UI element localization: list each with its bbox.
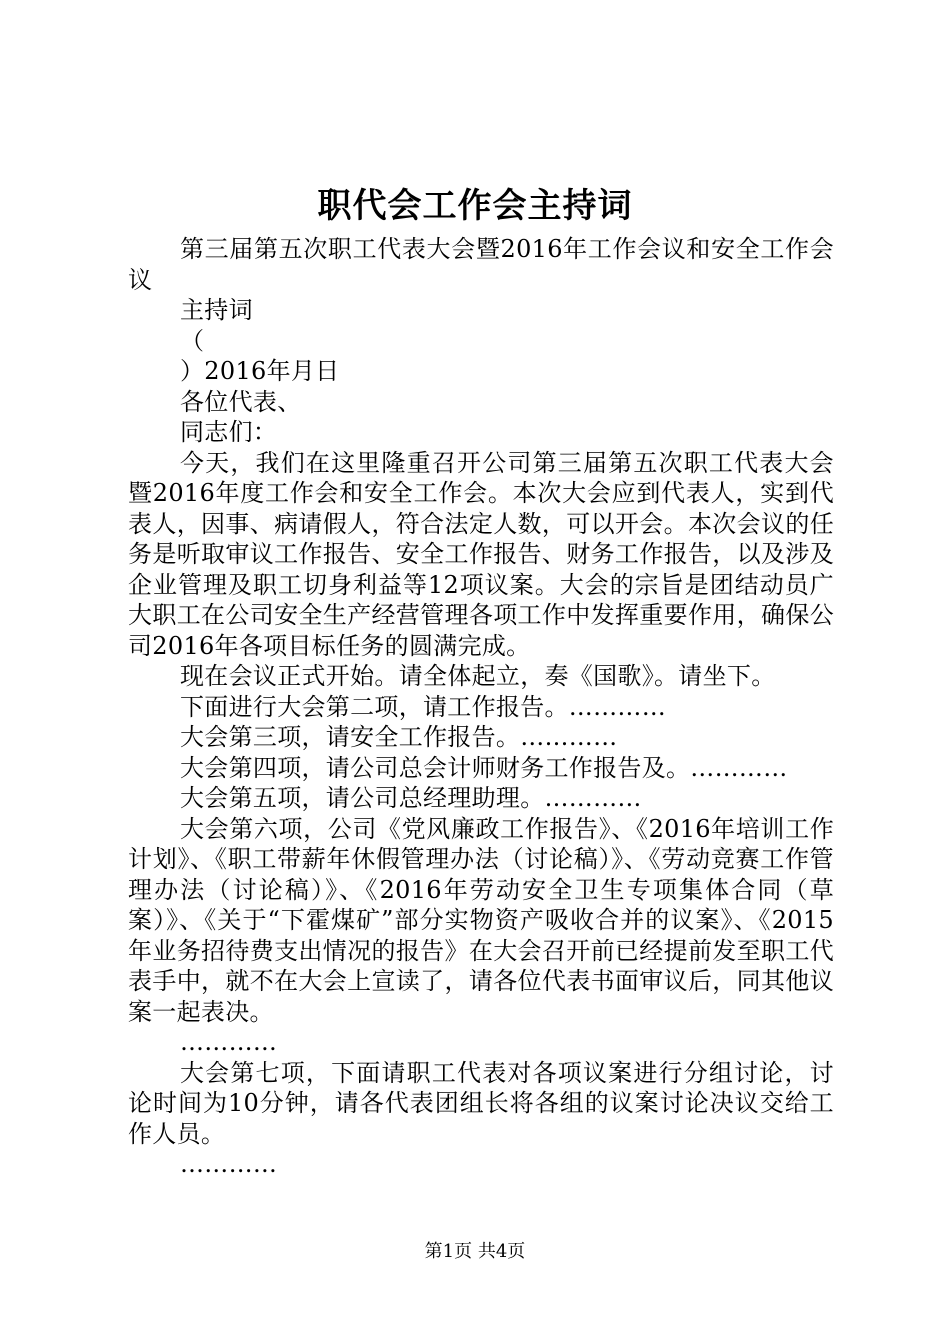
paragraph: 现在会议正式开始。请全体起立，奏《国歌》。请坐下。 [180, 662, 776, 690]
paragraph: 大会第六项，公司《党风廉政工作报告》、《2016年培训工作计划》、《职工带薪年休假管理办法（讨论稿）》、《劳动竞赛工作管理办法（讨论稿）》、《2016年劳动安全卫生专项集体合同（草案）》、《关于“下霍煤矿”部分实物资产吸收合并的议案》、《2015年业务招待费支出情况的报告》在大会召开前已经提前发至职工代表手中，就不在大会上宣读了，请各位代表书面审议后，同其他议案一起表决。 [128, 814, 834, 1026]
paragraph: ）2016年月日 [180, 357, 340, 385]
paragraph: 大会第三项，请安全工作报告。………… [180, 723, 618, 751]
paragraph: 各位代表、 [180, 387, 302, 416]
paragraph: 大会第五项，请公司总经理助理。………… [180, 784, 642, 812]
paragraph: 第三届第五次职工代表大会暨2016年工作会议和安全工作会议 [128, 235, 834, 294]
page-footer: 第1页 共4页 [424, 1241, 526, 1262]
paragraph: 下面进行大会第二项，请工作报告。………… [180, 692, 666, 721]
paragraph: ………… [180, 1028, 278, 1056]
document-title: 职代会工作会主持词 [317, 186, 633, 226]
paragraph: 主持词 [180, 296, 253, 324]
paragraph: 同志们： [180, 418, 278, 446]
paragraph: 今天，我们在这里隆重召开公司第三届第五次职工代表大会暨2016年度工作会和安全工作会。本次大会应到代表人，实到代表人，因事、病请假人，符合法定人数，可以开会。本次会议的任务是听取审议工作报告、安全工作报告、财务工作报告，以及涉及企业管理及职工切身利益等12项议案。大会的宗旨是团结动员广大职工在公司安全生产经营管理各项工作中发挥重要作用，确保公司2016年各项目标任务的圆满完成。 [128, 448, 834, 660]
paragraph: （ [180, 326, 205, 355]
paragraph: 大会第七项，下面请职工代表对各项议案进行分组讨论，讨论时间为10分钟，请各代表团组长将各组的议案讨论决议交给工作人员。 [128, 1058, 834, 1148]
paragraph: 大会第四项，请公司总会计师财务工作报告及。………… [180, 753, 788, 782]
document-body [128, 234, 834, 1180]
paragraph: ………… [180, 1150, 278, 1178]
